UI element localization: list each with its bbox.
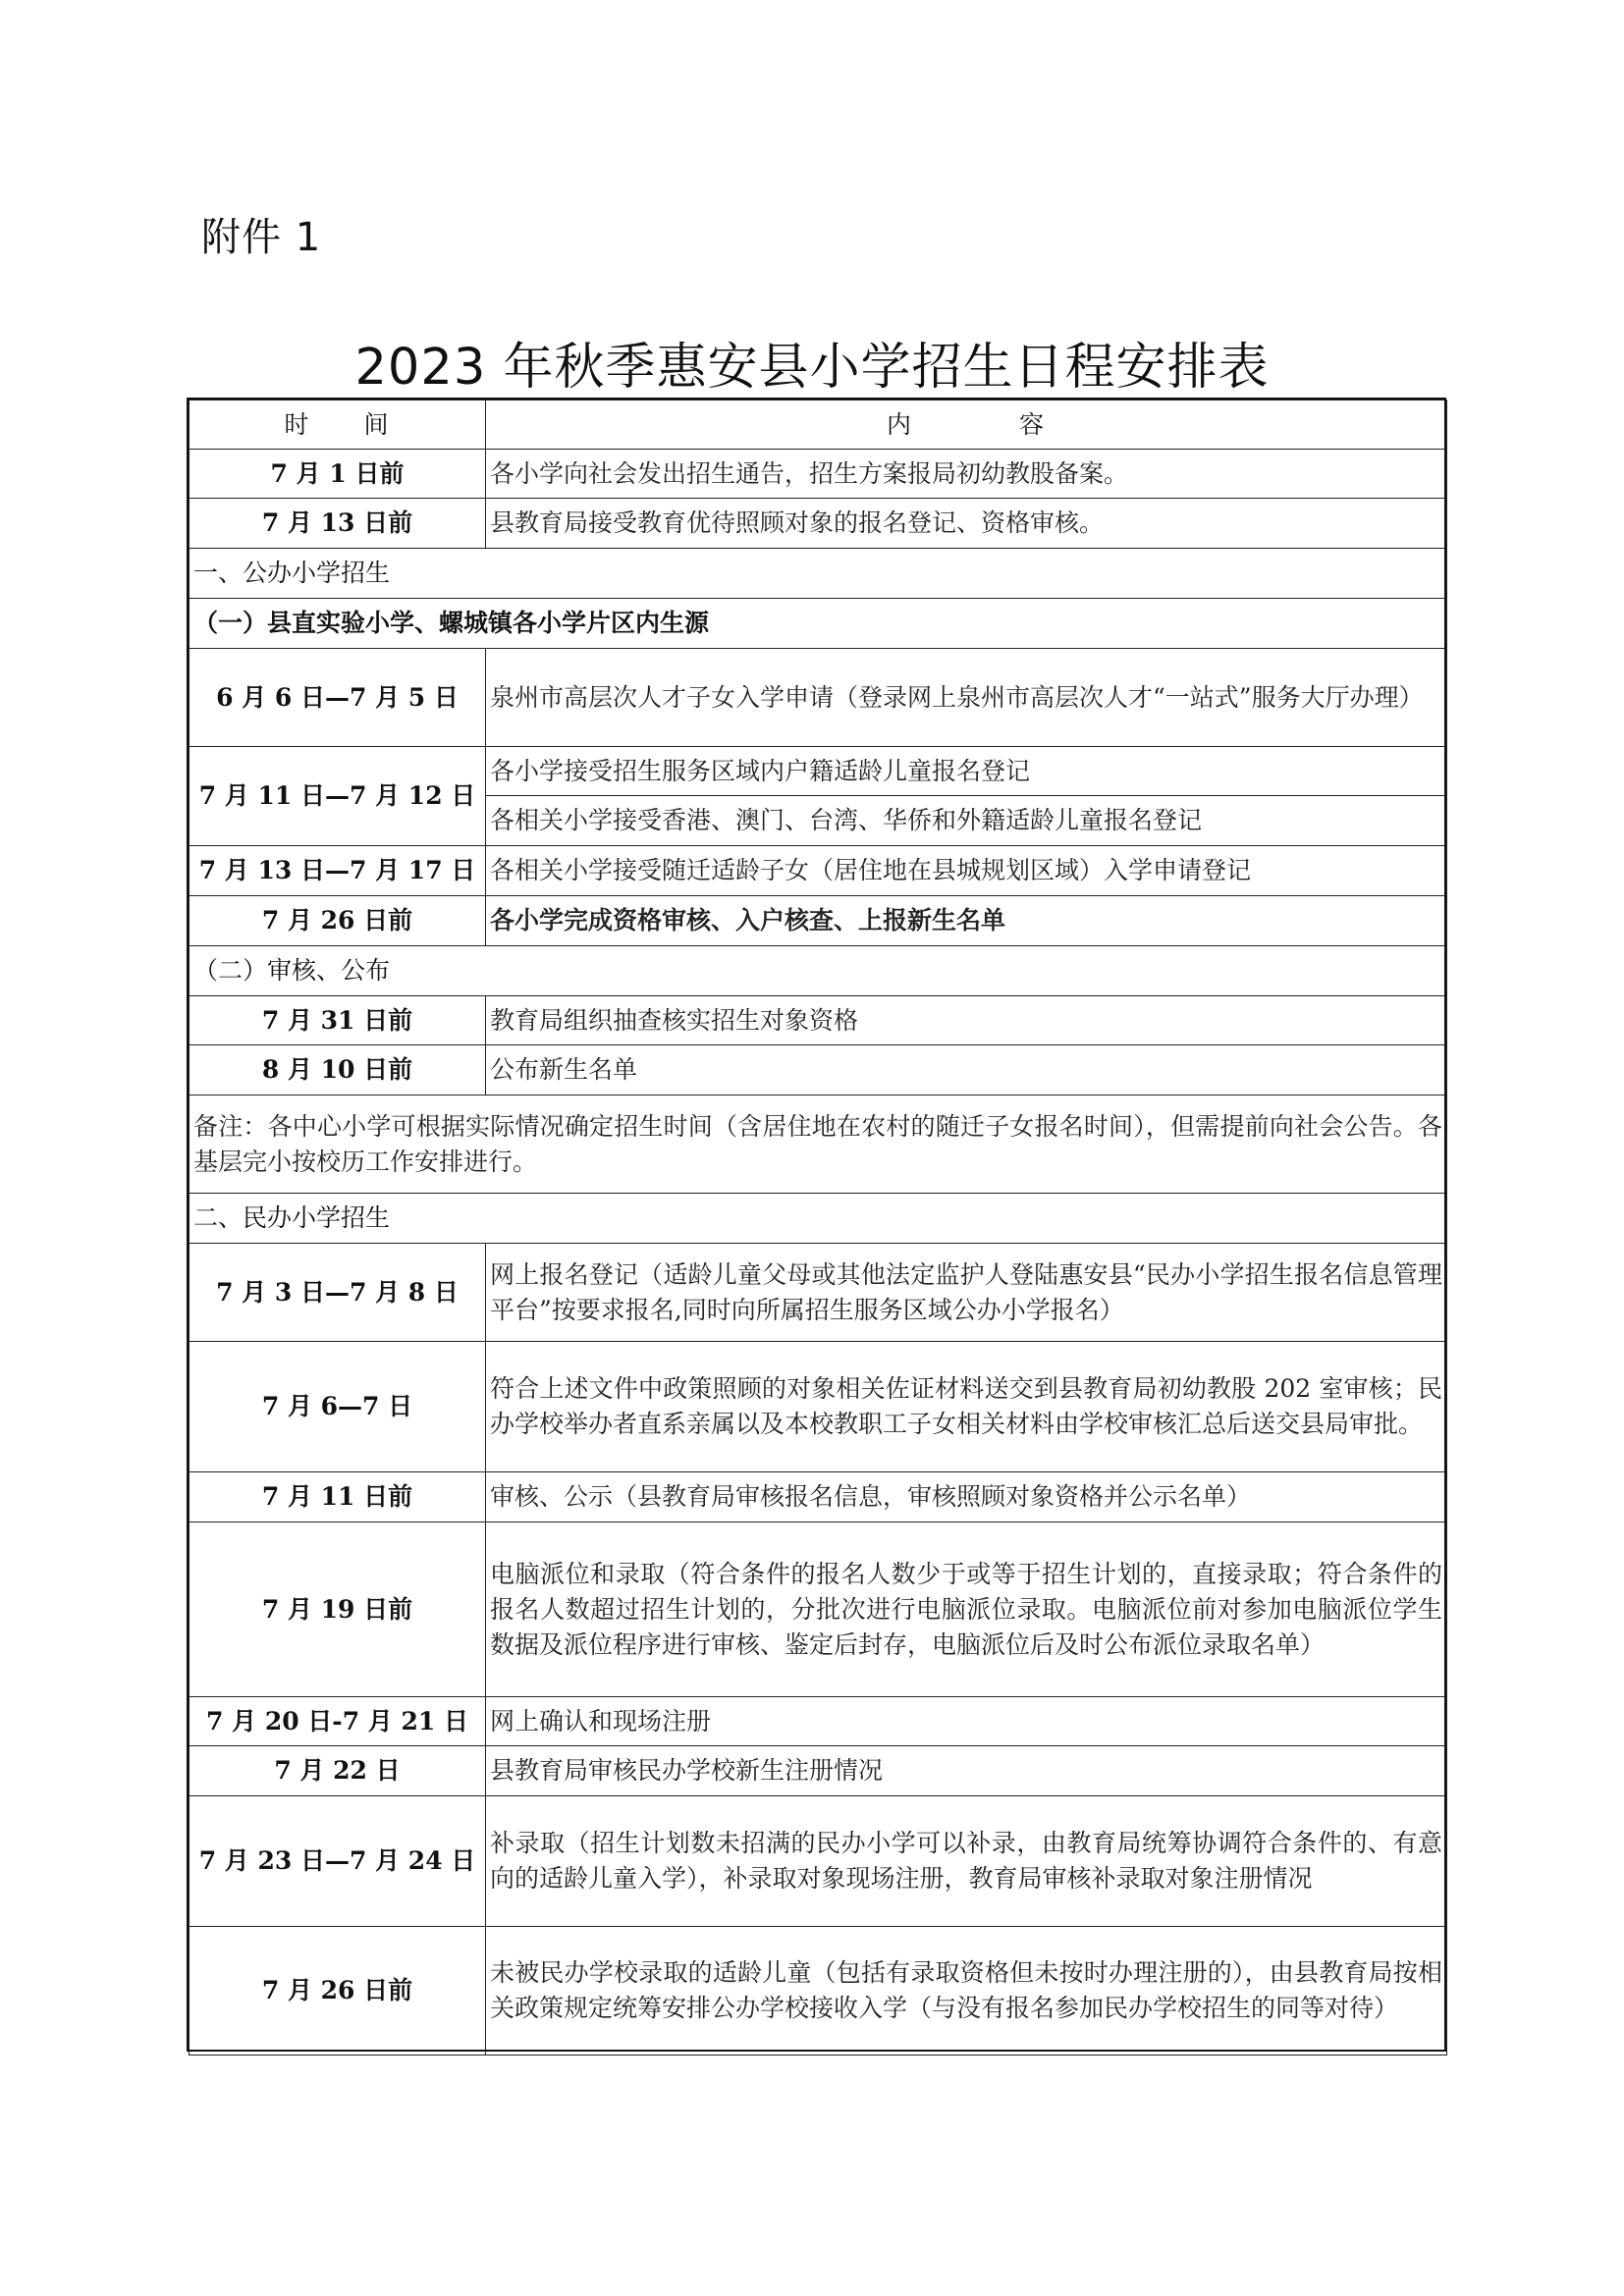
schedule-table [189,400,1447,2056]
table-row [189,450,1447,499]
table-row [189,649,1447,747]
table-row [189,996,1447,1045]
table-row [189,1522,1447,1697]
row-content: 各小学向社会发出招生通告，招生方案报局初幼教股备案。 [486,450,1447,499]
table-row [189,1472,1447,1522]
row-content: 符合上述文件中政策照顾的对象相关佐证材料送交到县教育局初幼教股 202 室审核；民办学校举办者直系亲属以及本校教职工子女相关材料由学校审核汇总后送交县局审批。 [486,1342,1447,1472]
row-content: 网上确认和现场注册 [486,1697,1447,1746]
row-content: 电脑派位和录取（符合条件的报名人数少于或等于招生计划的，直接录取；符合条件的报名人数超过招生计划的，分批次进行电脑派位录取。电脑派位前对参加电脑派位学生数据及派位程序进行审核、鉴定后封存，电脑派位后及时公布派位录取名单） [486,1522,1447,1697]
row-time: 7 月 23 日—7 月 24 日 [189,1796,486,1927]
note-row [189,1095,1447,1194]
row-time: 8 月 10 日前 [189,1045,486,1095]
row-time: 7 月 13 日—7 月 17 日 [189,846,486,896]
header-time: 时 间 [189,400,486,450]
row-time: 7 月 26 日前 [189,896,486,946]
row-content: 泉州市高层次人才子女入学申请（登录网上泉州市高层次人才“一站式”服务大厅办理） [486,649,1447,747]
table-row [189,846,1447,896]
document-title: 2023 年秋季惠安县小学招生日程安排表 [354,339,1270,397]
row-content: 未被民办学校录取的适龄儿童（包括有录取资格但未按时办理注册的），由县教育局按相关政策规定统筹安排公办学校接收入学（与没有报名参加民办学校招生的同等对待） [486,1927,1447,2056]
row-content: 各小学接受招生服务区域内户籍适龄儿童报名登记 [486,747,1447,796]
table-row [189,1796,1447,1927]
table-row [189,499,1447,549]
table-row [189,1244,1447,1342]
row-content: 县教育局接受教育优待照顾对象的报名登记、资格审核。 [486,499,1447,549]
subsection-header-row [189,946,1447,996]
table-row [189,896,1447,946]
row-time: 7 月 1 日前 [189,450,486,499]
table-row [189,1697,1447,1746]
row-time: 7 月 19 日前 [189,1522,486,1697]
row-content: 公布新生名单 [486,1045,1447,1095]
table-row [189,1746,1447,1796]
section-header-row [189,549,1447,599]
table-header-row [189,400,1447,450]
row-content: 教育局组织抽查核实招生对象资格 [486,996,1447,1045]
note-text: 备注：各中心小学可根据实际情况确定招生时间（含居住地在农村的随迁子女报名时间），但需提前向社会公告。各基层完小按校历工作安排进行。 [189,1095,1447,1194]
row-content: 网上报名登记（适龄儿童父母或其他法定监护人登陆惠安县“民办小学招生报名信息管理平台”按要求报名,同时向所属招生服务区域公办小学报名） [486,1244,1447,1342]
row-content: 补录取（招生计划数未招满的民办小学可以补录，由教育局统筹协调符合条件的、有意向的适龄儿童入学），补录取对象现场注册，教育局审核补录取对象注册情况 [486,1796,1447,1927]
section-title-private: 二、民办小学招生 [189,1194,1447,1244]
row-time: 7 月 6—7 日 [189,1342,486,1472]
table-row [189,1342,1447,1472]
row-time: 6 月 6 日—7 月 5 日 [189,649,486,747]
subsection-title-local: （一）县直实验小学、螺城镇各小学片区内生源 [189,599,1447,649]
table-row [189,1045,1447,1095]
row-time: 7 月 26 日前 [189,1927,486,2056]
table-row [189,747,1447,796]
attachment-label: 附件 1 [201,215,322,260]
row-content: 各相关小学接受香港、澳门、台湾、华侨和外籍适龄儿童报名登记 [486,796,1447,846]
row-time: 7 月 22 日 [189,1746,486,1796]
row-content: 各小学完成资格审核、入户核查、上报新生名单 [486,896,1447,946]
row-time: 7 月 31 日前 [189,996,486,1045]
subsection-title-review: （二）审核、公布 [189,946,1447,996]
subsection-header-row [189,599,1447,649]
row-time: 7 月 11 日前 [189,1472,486,1522]
section-title-public: 一、公办小学招生 [189,549,1447,599]
row-time: 7 月 11 日—7 月 12 日 [189,747,486,846]
row-content: 审核、公示（县教育局审核报名信息，审核照顾对象资格并公示名单） [486,1472,1447,1522]
table-row [189,1927,1447,2056]
row-content: 各相关小学接受随迁适龄子女（居住地在县城规划区域）入学申请登记 [486,846,1447,896]
row-time: 7 月 20 日-7 月 21 日 [189,1697,486,1746]
row-content: 县教育局审核民办学校新生注册情况 [486,1746,1447,1796]
row-time: 7 月 13 日前 [189,499,486,549]
row-time: 7 月 3 日—7 月 8 日 [189,1244,486,1342]
header-content: 内 容 [486,400,1447,450]
section-header-row [189,1194,1447,1244]
